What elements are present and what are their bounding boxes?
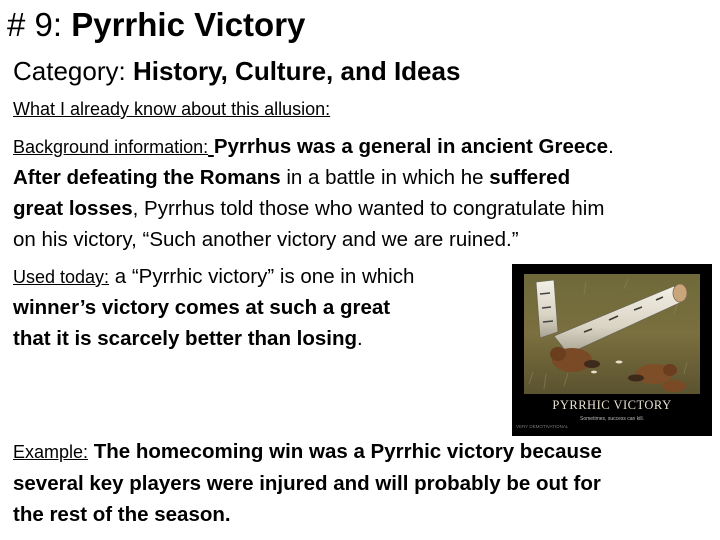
- used-today-line-3: that it is scarcely better than losing.: [13, 327, 363, 350]
- category-value: History, Culture, and Ideas: [132, 56, 461, 86]
- background-line-2: After defeating the Romans in a battle in which he suffered: [13, 166, 571, 189]
- background-line-1: Background information: Pyrrhus was a general in ancient Greece.: [13, 135, 614, 158]
- used-today-line-1: Used today: a “Pyrrhic victory” is one in which: [13, 265, 415, 288]
- already-know-prompt: What I already know about this allusion:: [13, 99, 331, 119]
- slide-title: [7, 6, 305, 44]
- example-label: Example:: [13, 442, 89, 462]
- poster-credit: VERY DEMOTIVATIONAL: [516, 424, 569, 429]
- category-label: Category:: [13, 56, 133, 86]
- background-label: Background information:: [13, 137, 209, 157]
- example-line-3: the rest of the season.: [13, 503, 231, 526]
- allusion-name: Pyrrhic Victory: [71, 6, 306, 43]
- used-today-line-2: winner’s victory comes at such a great: [13, 296, 391, 319]
- poster-caption: Sometimes, success can kill.: [580, 416, 644, 422]
- background-line-3: great losses, Pyrrhus told those who wanted to congratulate him: [13, 197, 605, 220]
- used-today-label: Used today:: [13, 267, 110, 287]
- example-line-1: Example: The homecoming win was a Pyrrhic victory because: [13, 440, 602, 463]
- poster-photo: [524, 274, 700, 394]
- slide-number: # 9:: [7, 6, 72, 43]
- category-line: [13, 56, 460, 87]
- fallen-birch-log-illustration: [524, 274, 700, 394]
- poster-title: PYRRHIC VICTORY: [552, 398, 672, 412]
- demotivational-poster-image: [512, 264, 712, 436]
- example-line-2: several key players were injured and will probably be out for: [13, 472, 601, 495]
- background-line-4: on his victory, “Such another victory and we are ruined.”: [13, 228, 519, 251]
